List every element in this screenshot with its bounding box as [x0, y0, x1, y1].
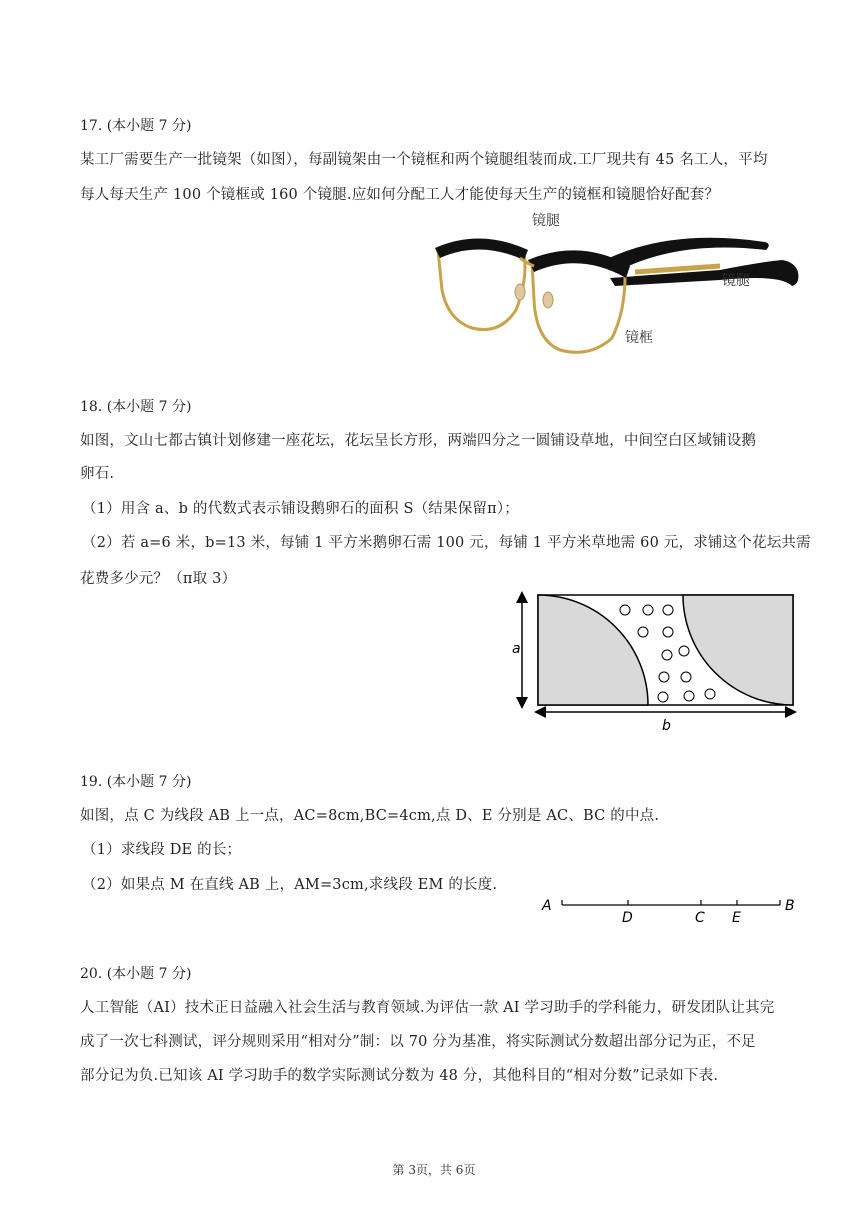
- q18-text-line2: 卵石.: [80, 466, 115, 482]
- point-E: E: [732, 910, 741, 926]
- page-footer: 第 3页，共 6页: [392, 1163, 476, 1177]
- q18-part2-line2: 花费多少元？（π取 3）: [80, 571, 237, 587]
- point-C: C: [695, 910, 705, 926]
- q20-text-line3: 部分记为负.已知该 AI 学习助手的数学实际测试分数为 48 分，其他科目的“相对分数”记录如下表.: [80, 1068, 719, 1084]
- q19-text-line1: 如图，点 C 为线段 AB 上一点，AC=8cm,BC=4cm,点 D、E 分别是 AC、BC 的中点.: [80, 808, 660, 824]
- point-D: D: [622, 910, 633, 926]
- q17-header: 17. (本小题 7 分): [80, 118, 192, 134]
- q18-text-line1: 如图，文山七都古镇计划修建一座花坛，花坛呈长方形，两端四分之一圆铺设草地，中间空白区域铺设鹅: [80, 433, 757, 449]
- q17-text-line1: 某工厂需要生产一批镜架（如图），每副镜架由一个镜框和两个镜腿组装而成.工厂现共有 45 名工人，平均: [80, 152, 768, 168]
- q18-part1: （1）用含 a、b 的代数式表示铺设鹅卵石的面积 S（结果保留π）；: [82, 501, 519, 517]
- q20-header: 20. (本小题 7 分): [80, 966, 192, 982]
- label-frame: 镜框: [625, 330, 653, 346]
- q20-text-line2: 成了一次七科测试，评分规则采用“相对分”制：以 70 分为基准，将实际测试分数超出部分记为正，不足: [80, 1034, 756, 1050]
- q20-text-line1: 人工智能（AI）技术正日益融入社会生活与教育领域.为评估一款 AI 学习助手的学科能力，研发团队让其完: [80, 1000, 775, 1016]
- q19-part1: （1）求线段 DE 的长；: [82, 842, 242, 858]
- q18-part2-line1: （2）若 a=6 米，b=13 米，每铺 1 平方米鹅卵石需 100 元，每铺 1 平方米草地需 60 元，求铺这个花坛共需: [82, 535, 811, 551]
- flowerbed-figure: [500, 585, 810, 735]
- label-temple-right: 镜腿: [722, 273, 750, 289]
- point-A: A: [542, 898, 552, 914]
- glasses-figure: [420, 200, 810, 365]
- label-b: b: [662, 718, 671, 734]
- glasses-temple-back: [605, 238, 769, 270]
- q18-header: 18. (本小题 7 分): [80, 399, 192, 415]
- q17-text-line2: 每人每天生产 100 个镜框或 160 个镜腿.应如何分配工人才能使每天生产的镜框和镜腿恰好配套？: [80, 187, 720, 203]
- q19-header: 19. (本小题 7 分): [80, 774, 192, 790]
- label-a: a: [512, 641, 521, 657]
- segment-figure: [535, 892, 805, 928]
- point-B: B: [785, 898, 795, 914]
- q19-part2: （2）如果点 M 在直线 AB 上，AM=3cm,求线段 EM 的长度.: [82, 877, 498, 893]
- label-temple-top: 镜腿: [532, 213, 560, 229]
